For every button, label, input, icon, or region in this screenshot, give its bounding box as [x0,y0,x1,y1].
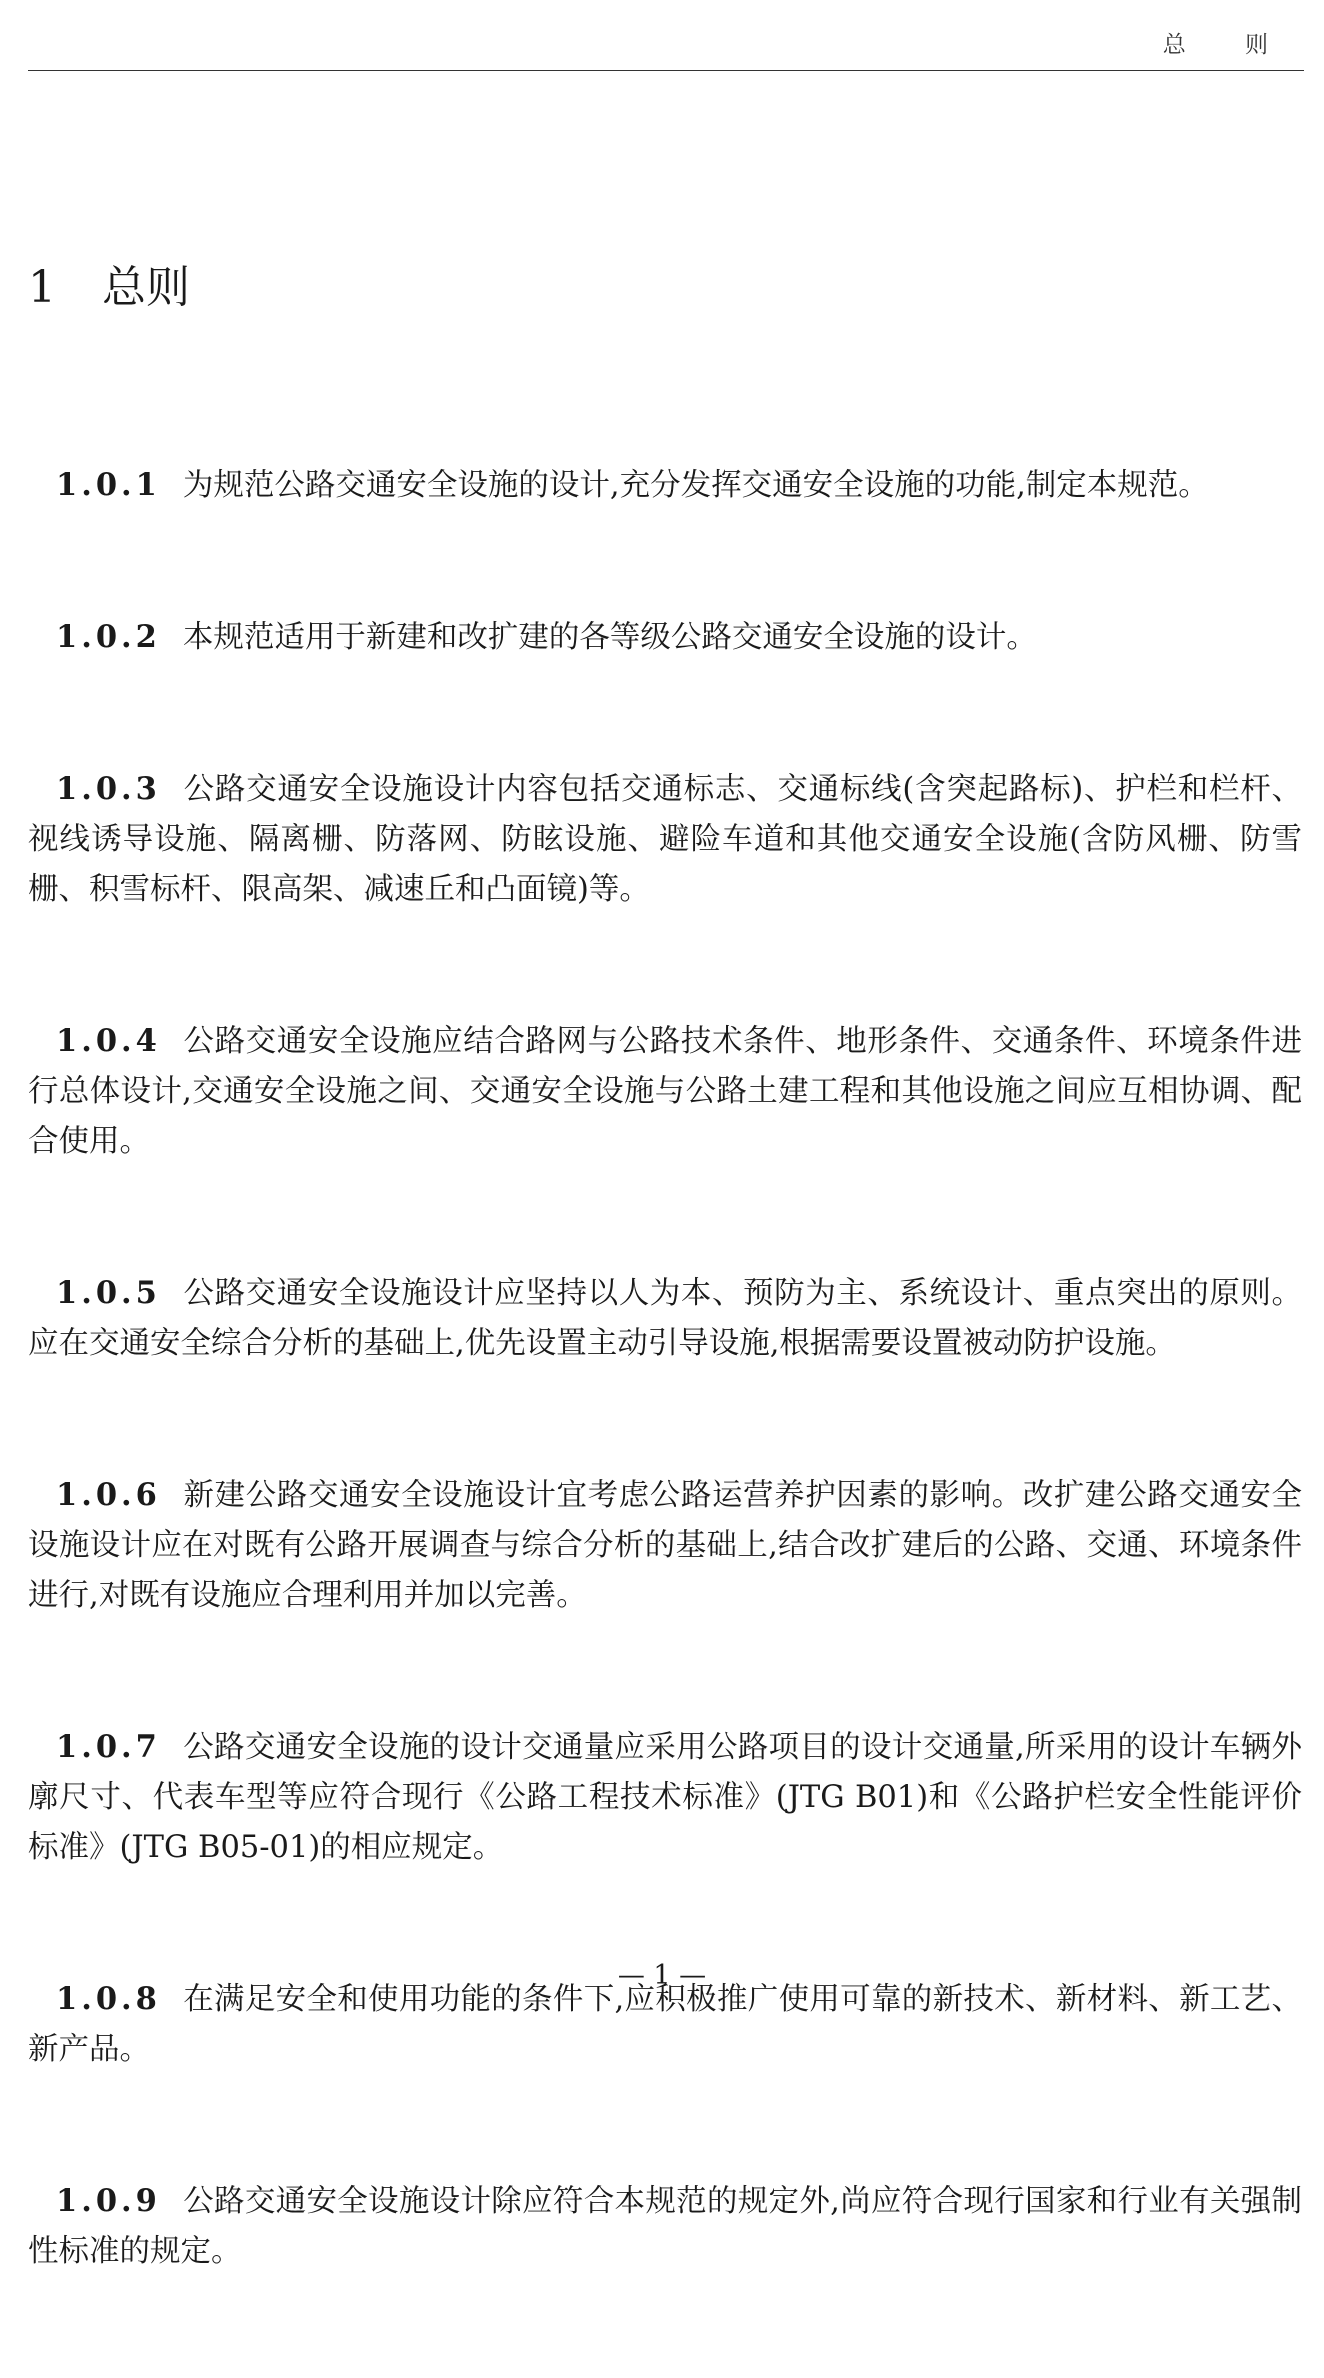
clause-1-0-7 [28,1722,1302,1873]
clause-text: 本规范适用于新建和改扩建的各等级公路交通安全设施的设计。 [182,620,1037,655]
clause-text: 在满足安全和使用功能的条件下,应积极推广使用可靠的新技术、新材料、新工艺、新产品。 [28,1982,1302,2067]
clause-number: 1.0.4 [56,1023,161,1059]
clause-text: 为规范公路交通安全设施的设计,充分发挥交通安全设施的功能,制定本规范。 [182,468,1209,503]
clause-number: 1.0.8 [56,1981,161,2017]
clause-1-0-4 [28,1016,1302,1167]
clause-number: 1.0.1 [56,467,161,503]
clause-number: 1.0.7 [56,1729,161,1765]
clause-text: 公路交通安全设施设计内容包括交通标志、交通标线(含突起路标)、护栏和栏杆、视线诱导设施、隔离栅、防落网、防眩设施、避险车道和其他交通安全设施(含防风栅、防雪栅、积雪标杆、限高架、减速丘和凸面镜)等。 [28,772,1302,907]
clause-1-0-9 [28,2176,1302,2277]
clause-1-0-3 [28,764,1302,915]
clause-number: 1.0.6 [56,1477,161,1513]
clause-1-0-5 [28,1268,1302,1369]
clause-text: 公路交通安全设施应结合路网与公路技术条件、地形条件、交通条件、环境条件进行总体设计,交通安全设施之间、交通安全设施与公路土建工程和其他设施之间应互相协调、配合使用。 [28,1024,1302,1159]
clause-text: 公路交通安全设施设计除应符合本规范的规定外,尚应符合现行国家和行业有关强制性标准的规定。 [28,2184,1302,2269]
clause-1-0-6 [28,1470,1302,1621]
clause-1-0-2 [28,612,1302,663]
chapter-number: 1 [28,262,56,313]
clause-text: 新建公路交通安全设施设计宜考虑公路运营养护因素的影响。改扩建公路交通安全设施设计应在对既有公路开展调查与综合分析的基础上,结合改扩建后的公路、交通、环境条件进行,对既有设施应合理利用并加以完善。 [28,1478,1302,1613]
running-title: 总 则 [1162,32,1294,58]
clause-list [28,460,1302,2378]
clause-number: 1.0.9 [56,2183,161,2219]
clause-text: 公路交通安全设施的设计交通量应采用公路项目的设计交通量,所采用的设计车辆外廓尺寸、代表车型等应符合现行《公路工程技术标准》(JTG B01)和《公路护栏安全性能评价标准》(JTG B05-01)的相应规定。 [28,1730,1302,1865]
clause-number: 1.0.2 [56,619,161,655]
running-header [28,0,1304,71]
clause-1-0-1 [28,460,1302,511]
clause-number: 1.0.5 [56,1275,161,1311]
clause-text: 公路交通安全设施设计应坚持以人为本、预防为主、系统设计、重点突出的原则。应在交通安全综合分析的基础上,优先设置主动引导设施,根据需要设置被动防护设施。 [28,1276,1302,1361]
chapter-heading [28,258,190,318]
page-number: — 1 — [617,1960,707,1991]
clause-number: 1.0.3 [56,771,161,807]
chapter-title: 总则 [102,262,190,313]
